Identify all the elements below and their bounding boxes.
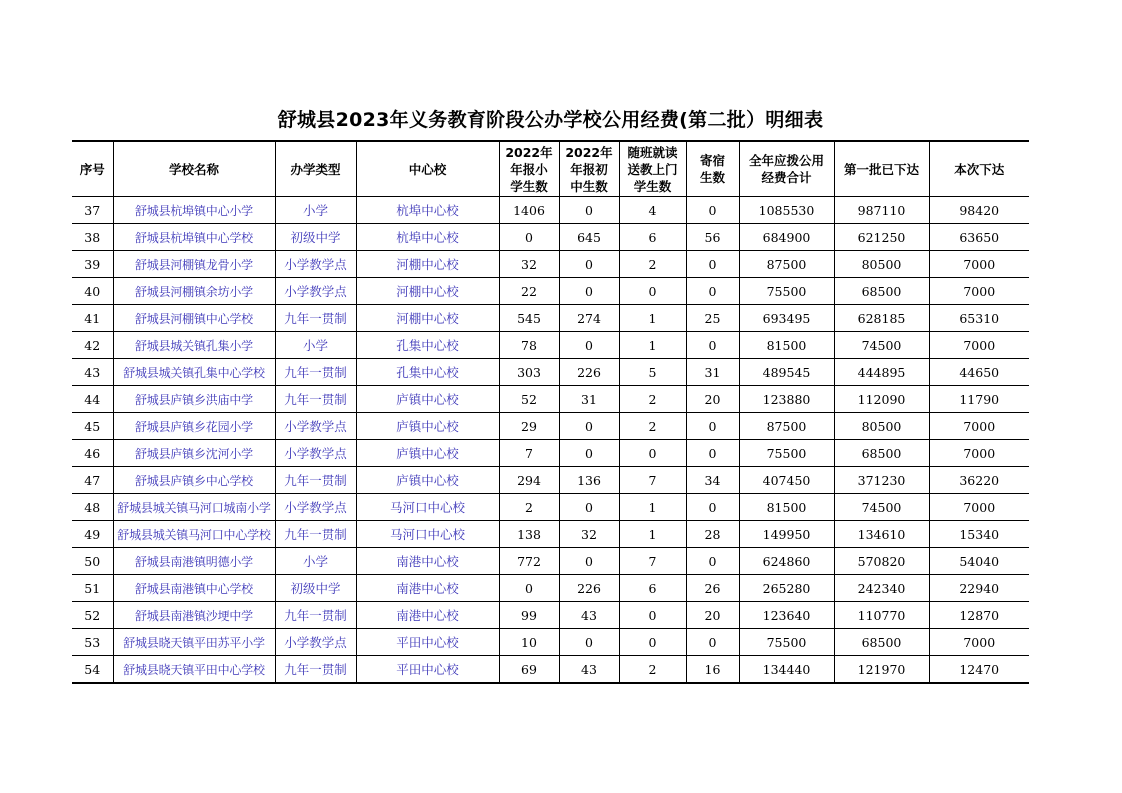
header-primary-count [499,141,559,197]
table-row [72,278,1029,305]
cell-boarding-count: 0 [686,440,739,467]
cell-seq: 53 [72,629,113,656]
cell-total-funding: 407450 [739,467,834,494]
cell-center: 庐镇中心校 [356,386,499,413]
cell-type: 九年一贯制 [275,656,356,684]
cell-boarding-count: 20 [686,602,739,629]
cell-this-batch: 7000 [929,413,1029,440]
cell-seq: 45 [72,413,113,440]
cell-first-batch: 628185 [834,305,929,332]
cell-total-funding: 75500 [739,440,834,467]
table-row [72,494,1029,521]
cell-escort-count: 2 [619,386,686,413]
cell-seq: 43 [72,359,113,386]
cell-this-batch: 54040 [929,548,1029,575]
cell-escort-count: 0 [619,278,686,305]
cell-this-batch: 44650 [929,359,1029,386]
cell-total-funding: 134440 [739,656,834,684]
header-escort-line2: 送教上门 [627,161,678,177]
cell-middle-count: 0 [559,440,619,467]
cell-total-funding: 81500 [739,494,834,521]
cell-school: 舒城县城关镇马河口城南小学 [113,494,275,521]
table-row [72,467,1029,494]
cell-this-batch: 11790 [929,386,1029,413]
table-body [72,197,1029,684]
cell-boarding-count: 0 [686,332,739,359]
cell-seq: 44 [72,386,113,413]
cell-type: 小学教学点 [275,278,356,305]
cell-escort-count: 0 [619,629,686,656]
cell-first-batch: 987110 [834,197,929,224]
cell-total-funding: 75500 [739,278,834,305]
cell-type: 九年一贯制 [275,602,356,629]
cell-escort-count: 0 [619,440,686,467]
cell-primary-count: 0 [499,224,559,251]
cell-center: 庐镇中心校 [356,467,499,494]
cell-boarding-count: 20 [686,386,739,413]
table-row [72,386,1029,413]
table-row [72,440,1029,467]
cell-total-funding: 123640 [739,602,834,629]
cell-escort-count: 2 [619,251,686,278]
cell-middle-count: 226 [559,575,619,602]
cell-middle-count: 136 [559,467,619,494]
cell-type: 九年一贯制 [275,467,356,494]
cell-school: 舒城县城关镇孔集小学 [113,332,275,359]
cell-escort-count: 2 [619,656,686,684]
cell-center: 南港中心校 [356,575,499,602]
cell-total-funding: 123880 [739,386,834,413]
cell-escort-count: 1 [619,494,686,521]
header-escort-count [619,141,686,197]
cell-school: 舒城县庐镇乡洪庙中学 [113,386,275,413]
cell-this-batch: 15340 [929,521,1029,548]
cell-primary-count: 545 [499,305,559,332]
cell-escort-count: 1 [619,521,686,548]
cell-this-batch: 7000 [929,251,1029,278]
cell-type: 初级中学 [275,575,356,602]
cell-primary-count: 7 [499,440,559,467]
header-boarding-line2: 生数 [699,170,725,185]
cell-boarding-count: 34 [686,467,739,494]
cell-school: 舒城县晓天镇平田苏平小学 [113,629,275,656]
cell-this-batch: 98420 [929,197,1029,224]
cell-center: 南港中心校 [356,548,499,575]
cell-this-batch: 36220 [929,467,1029,494]
header-middle-count [559,141,619,197]
cell-first-batch: 242340 [834,575,929,602]
cell-first-batch: 68500 [834,440,929,467]
cell-escort-count: 5 [619,359,686,386]
cell-boarding-count: 0 [686,197,739,224]
cell-center: 杭埠中心校 [356,224,499,251]
cell-center: 庐镇中心校 [356,413,499,440]
table-row [72,224,1029,251]
cell-first-batch: 134610 [834,521,929,548]
cell-center: 马河口中心校 [356,494,499,521]
funding-table [72,140,1029,684]
cell-type: 九年一贯制 [275,359,356,386]
cell-primary-count: 1406 [499,197,559,224]
cell-middle-count: 0 [559,197,619,224]
cell-center: 马河口中心校 [356,521,499,548]
cell-center: 河棚中心校 [356,305,499,332]
cell-type: 小学 [275,332,356,359]
cell-total-funding: 489545 [739,359,834,386]
cell-total-funding: 87500 [739,251,834,278]
cell-this-batch: 7000 [929,278,1029,305]
cell-boarding-count: 0 [686,278,739,305]
cell-primary-count: 294 [499,467,559,494]
cell-seq: 46 [72,440,113,467]
table-row [72,602,1029,629]
cell-first-batch: 621250 [834,224,929,251]
cell-total-funding: 265280 [739,575,834,602]
header-primary-line3: 学生数 [510,178,548,194]
cell-boarding-count: 0 [686,494,739,521]
cell-center: 平田中心校 [356,656,499,684]
cell-boarding-count: 0 [686,548,739,575]
cell-seq: 52 [72,602,113,629]
cell-first-batch: 110770 [834,602,929,629]
cell-center: 平田中心校 [356,629,499,656]
cell-school: 舒城县城关镇孔集中心学校 [113,359,275,386]
cell-middle-count: 0 [559,278,619,305]
cell-first-batch: 570820 [834,548,929,575]
cell-escort-count: 7 [619,548,686,575]
cell-middle-count: 0 [559,251,619,278]
cell-this-batch: 7000 [929,629,1029,656]
header-total-line2: 经费合计 [761,170,812,185]
cell-boarding-count: 0 [686,413,739,440]
cell-type: 小学教学点 [275,251,356,278]
cell-boarding-count: 31 [686,359,739,386]
header-escort-line3: 学生数 [633,178,672,194]
header-boarding-line1: 寄宿 [699,153,725,168]
cell-middle-count: 43 [559,656,619,684]
cell-middle-count: 31 [559,386,619,413]
cell-total-funding: 81500 [739,332,834,359]
cell-primary-count: 99 [499,602,559,629]
cell-middle-count: 32 [559,521,619,548]
cell-total-funding: 149950 [739,521,834,548]
cell-school: 舒城县庐镇乡中心学校 [113,467,275,494]
cell-school: 舒城县庐镇乡沈河小学 [113,440,275,467]
cell-center: 孔集中心校 [356,332,499,359]
cell-escort-count: 6 [619,224,686,251]
cell-type: 初级中学 [275,224,356,251]
cell-primary-count: 32 [499,251,559,278]
table-row [72,575,1029,602]
cell-boarding-count: 25 [686,305,739,332]
cell-middle-count: 226 [559,359,619,386]
cell-escort-count: 6 [619,575,686,602]
cell-school: 舒城县晓天镇平田中心学校 [113,656,275,684]
cell-boarding-count: 0 [686,251,739,278]
cell-type: 九年一贯制 [275,386,356,413]
cell-boarding-count: 28 [686,521,739,548]
cell-school: 舒城县河棚镇余坊小学 [113,278,275,305]
cell-boarding-count: 26 [686,575,739,602]
cell-seq: 42 [72,332,113,359]
cell-this-batch: 65310 [929,305,1029,332]
cell-middle-count: 43 [559,602,619,629]
cell-type: 小学 [275,197,356,224]
cell-school: 舒城县河棚镇中心学校 [113,305,275,332]
cell-type: 小学教学点 [275,629,356,656]
cell-first-batch: 80500 [834,413,929,440]
header-boarding-count [686,141,739,197]
cell-primary-count: 0 [499,575,559,602]
cell-escort-count: 4 [619,197,686,224]
header-total-line1: 全年应拨公用 [748,153,824,168]
cell-school: 舒城县杭埠镇中心学校 [113,224,275,251]
cell-primary-count: 69 [499,656,559,684]
cell-school: 舒城县城关镇马河口中心学校 [113,521,275,548]
cell-type: 小学教学点 [275,413,356,440]
header-this-batch: 本次下达 [929,141,1029,197]
cell-middle-count: 274 [559,305,619,332]
cell-center: 杭埠中心校 [356,197,499,224]
table-row [72,359,1029,386]
table-row [72,332,1029,359]
cell-school: 舒城县庐镇乡花园小学 [113,413,275,440]
cell-first-batch: 121970 [834,656,929,684]
header-type: 办学类型 [275,141,356,197]
cell-seq: 48 [72,494,113,521]
cell-type: 九年一贯制 [275,305,356,332]
cell-school: 舒城县河棚镇龙骨小学 [113,251,275,278]
cell-school: 舒城县南港镇明德小学 [113,548,275,575]
cell-primary-count: 52 [499,386,559,413]
header-middle-line3: 中生数 [570,178,608,194]
cell-total-funding: 75500 [739,629,834,656]
cell-this-batch: 12870 [929,602,1029,629]
cell-this-batch: 7000 [929,440,1029,467]
cell-this-batch: 22940 [929,575,1029,602]
header-primary-line1: 2022年 [505,144,553,160]
cell-first-batch: 68500 [834,629,929,656]
table-row [72,629,1029,656]
cell-center: 南港中心校 [356,602,499,629]
cell-first-batch: 371230 [834,467,929,494]
cell-seq: 40 [72,278,113,305]
table-row [72,521,1029,548]
cell-escort-count: 0 [619,602,686,629]
cell-first-batch: 444895 [834,359,929,386]
cell-seq: 37 [72,197,113,224]
cell-this-batch: 7000 [929,494,1029,521]
cell-middle-count: 645 [559,224,619,251]
header-row [72,141,1029,197]
cell-school: 舒城县杭埠镇中心小学 [113,197,275,224]
cell-seq: 54 [72,656,113,684]
cell-escort-count: 1 [619,305,686,332]
cell-primary-count: 29 [499,413,559,440]
header-first-batch: 第一批已下达 [834,141,929,197]
cell-first-batch: 68500 [834,278,929,305]
cell-seq: 49 [72,521,113,548]
cell-this-batch: 63650 [929,224,1029,251]
cell-school: 舒城县南港镇中心学校 [113,575,275,602]
cell-total-funding: 1085530 [739,197,834,224]
cell-center: 孔集中心校 [356,359,499,386]
cell-type: 小学教学点 [275,494,356,521]
cell-type: 九年一贯制 [275,521,356,548]
cell-school: 舒城县南港镇沙埂中学 [113,602,275,629]
cell-seq: 50 [72,548,113,575]
cell-center: 河棚中心校 [356,251,499,278]
cell-middle-count: 0 [559,494,619,521]
cell-boarding-count: 56 [686,224,739,251]
cell-middle-count: 0 [559,629,619,656]
header-primary-line2: 年报小 [510,161,548,177]
cell-center: 河棚中心校 [356,278,499,305]
header-center: 中心校 [356,141,499,197]
cell-boarding-count: 16 [686,656,739,684]
table-row [72,251,1029,278]
cell-first-batch: 80500 [834,251,929,278]
header-total-funding [739,141,834,197]
cell-total-funding: 87500 [739,413,834,440]
cell-first-batch: 74500 [834,494,929,521]
cell-this-batch: 12470 [929,656,1029,684]
cell-seq: 39 [72,251,113,278]
cell-center: 庐镇中心校 [356,440,499,467]
cell-seq: 51 [72,575,113,602]
header-middle-line2: 年报初 [570,161,608,177]
cell-middle-count: 0 [559,413,619,440]
cell-primary-count: 138 [499,521,559,548]
cell-type: 小学教学点 [275,440,356,467]
cell-seq: 41 [72,305,113,332]
table-row [72,305,1029,332]
cell-boarding-count: 0 [686,629,739,656]
cell-escort-count: 7 [619,467,686,494]
cell-primary-count: 303 [499,359,559,386]
cell-primary-count: 22 [499,278,559,305]
cell-primary-count: 2 [499,494,559,521]
table-row [72,548,1029,575]
header-school: 学校名称 [113,141,275,197]
cell-primary-count: 772 [499,548,559,575]
header-middle-line1: 2022年 [565,144,613,160]
table-row [72,656,1029,684]
cell-escort-count: 2 [619,413,686,440]
header-seq: 序号 [72,141,113,197]
cell-total-funding: 693495 [739,305,834,332]
cell-type: 小学 [275,548,356,575]
cell-total-funding: 624860 [739,548,834,575]
cell-primary-count: 78 [499,332,559,359]
table-row [72,413,1029,440]
cell-total-funding: 684900 [739,224,834,251]
cell-seq: 47 [72,467,113,494]
table-row [72,197,1029,224]
cell-this-batch: 7000 [929,332,1029,359]
cell-escort-count: 1 [619,332,686,359]
cell-primary-count: 10 [499,629,559,656]
cell-seq: 38 [72,224,113,251]
header-escort-line1: 随班就读 [627,144,678,160]
cell-middle-count: 0 [559,332,619,359]
cell-middle-count: 0 [559,548,619,575]
page-title: 舒城县2023年义务教育阶段公办学校公用经费(第二批）明细表 [277,109,824,131]
cell-first-batch: 112090 [834,386,929,413]
cell-first-batch: 74500 [834,332,929,359]
